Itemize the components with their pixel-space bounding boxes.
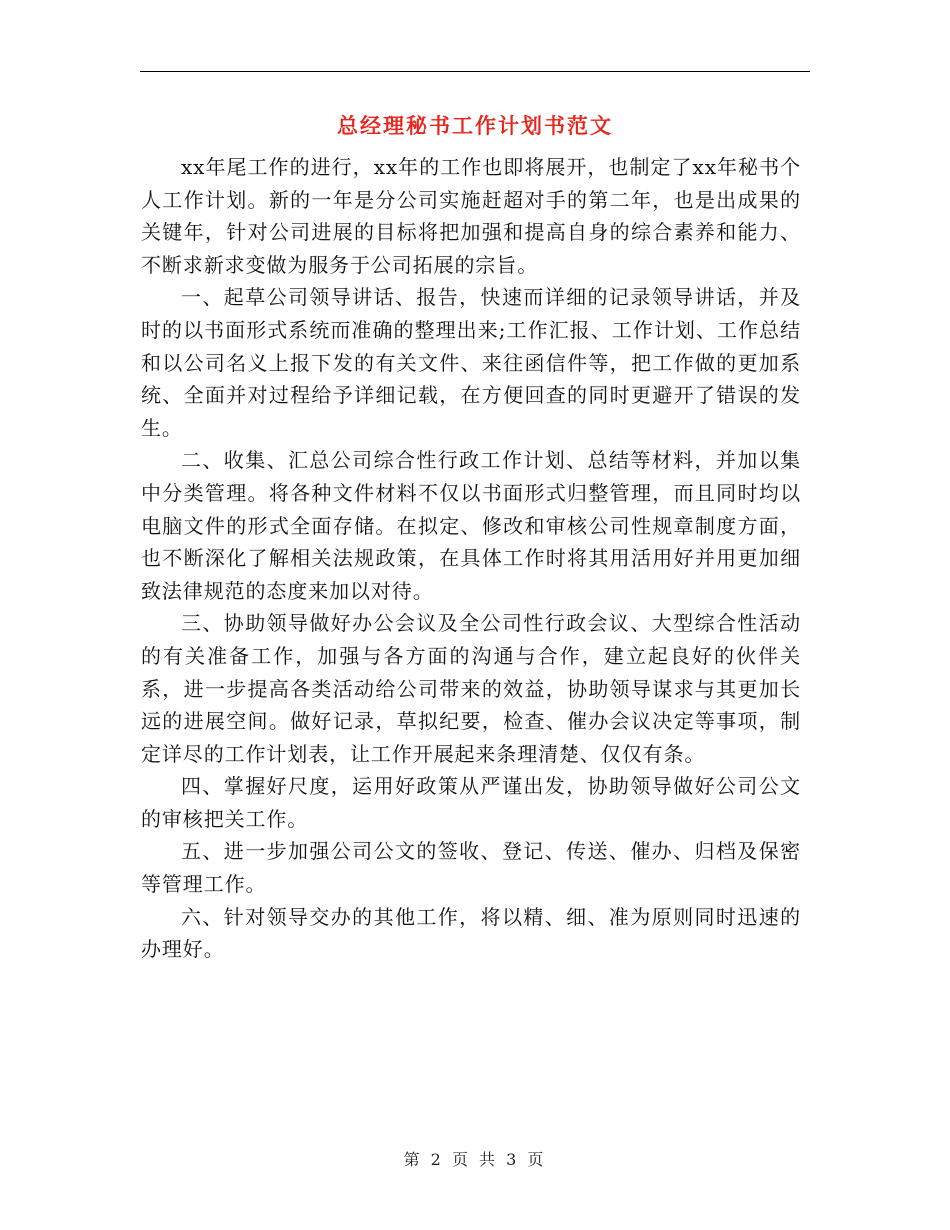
header-rule <box>140 71 810 72</box>
paragraph-item-5: 五、进一步加强公司公文的签收、登记、传送、催办、归档及保密等管理工作。 <box>141 839 801 897</box>
document-title: 总经理秘书工作计划书范文 <box>337 114 613 138</box>
paragraph-item-1: 一、起草公司领导讲话、报告，快速而详细的记录领导讲话，并及时的以书面形式系统而准确的整理出来;工作汇报、工作计划、工作总结和以公司名义上报下发的有关文件、来往函信件等，把工作做的更加系统、全面并对过程给予详细记载，在方便回查的同时更避开了错误的发生。 <box>141 285 801 440</box>
document-body <box>141 151 801 966</box>
paragraph-item-4: 四、掌握好尺度，运用好政策从严谨出发，协助领导做好公司公文的审核把关工作。 <box>141 774 801 831</box>
paragraph-intro: xx年尾工作的进行，xx年的工作也即将展开，也制定了xx年秘书个人工作计划。新的一年是分公司实施赶超对手的第二年，也是出成果的关键年，针对公司进展的目标将把加强和提高自身的综合素养和能力、不断求新求变做为服务于公司拓展的宗旨。 <box>141 155 801 277</box>
paragraph-item-6: 六、针对领导交办的其他工作，将以精、细、准为原则同时迅速的办理好。 <box>141 904 801 962</box>
page-number: 第 2 页 共 3 页 <box>403 1150 547 1169</box>
paragraph-item-3: 三、协助领导做好办公会议及全公司性行政会议、大型综合性活动的有关准备工作，加强与各方面的沟通与合作，建立起良好的伙伴关系，进一步提高各类活动给公司带来的效益，协助领导谋求与其更加长远的进展空间。做好记录，草拟纪要，检查、催办会议决定等事项，制定详尽的工作计划表，让工作开展起来条理清楚、仅仅有条。 <box>141 611 801 766</box>
paragraph-item-2: 二、收集、汇总公司综合性行政工作计划、总结等材料，并加以集中分类管理。将各种文件材料不仅以书面形式归整管理，而且同时均以电脑文件的形式全面存储。在拟定、修改和审核公司性规章制度方面，也不断深化了解相关法规政策，在具体工作时将其用活用好并用更加细致法律规范的态度来加以对待。 <box>141 448 801 603</box>
